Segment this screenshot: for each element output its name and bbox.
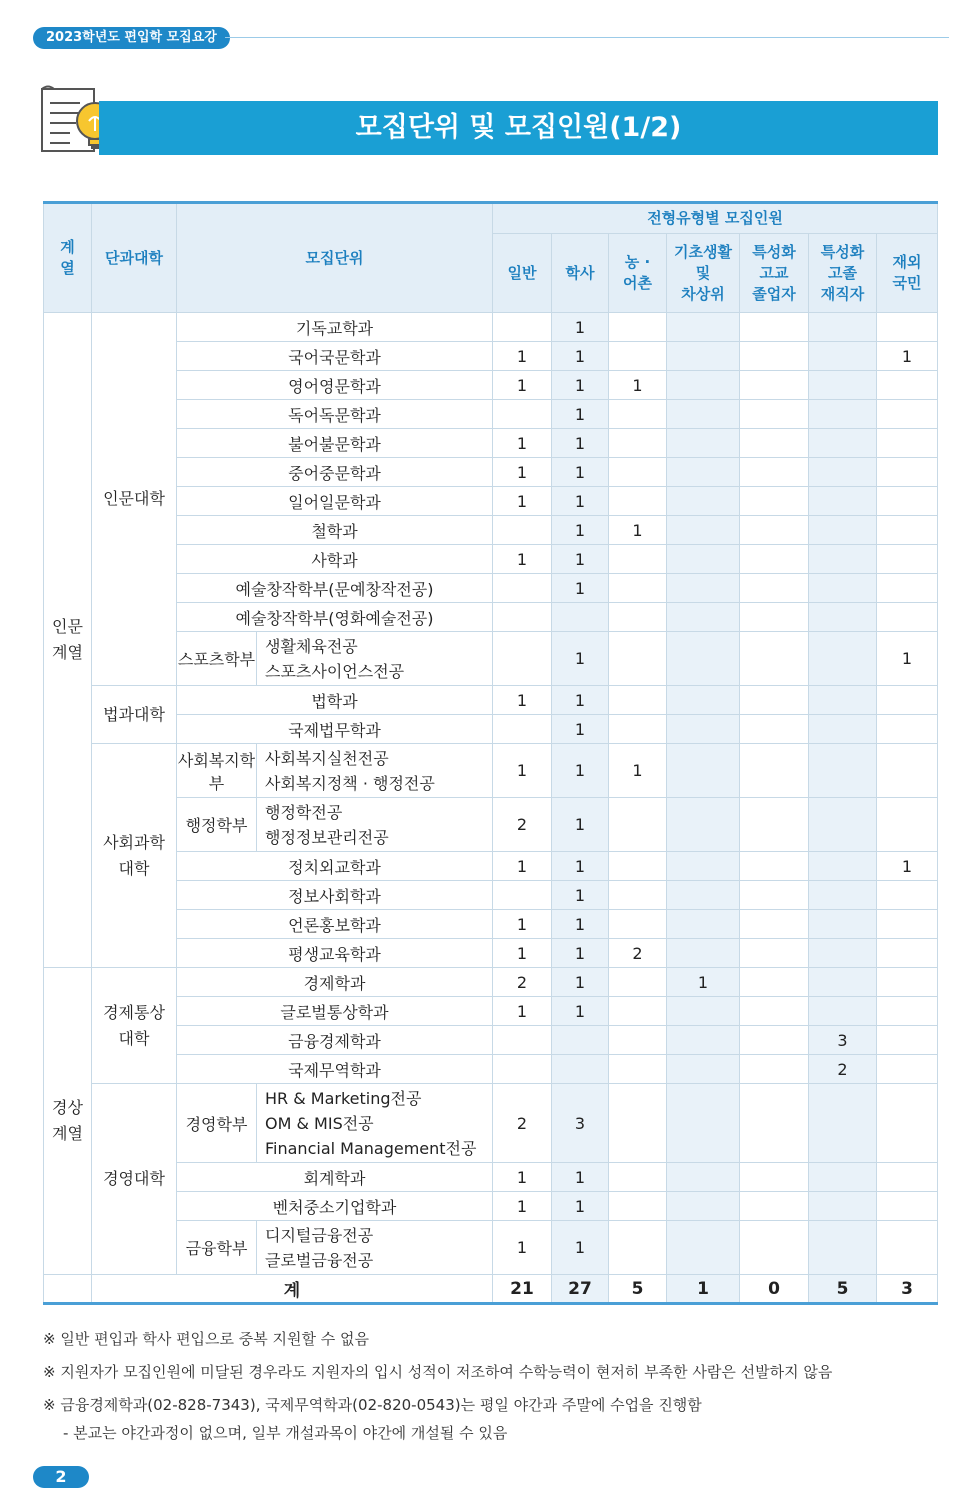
count-cell: [493, 881, 552, 910]
count-cell: [809, 1163, 877, 1192]
unit-cell: 경제학과: [177, 968, 493, 997]
unit-cell: 행정학전공 행정정보관리전공: [257, 798, 493, 852]
unit-cell: 평생교육학과: [177, 939, 493, 968]
count-cell: 1: [552, 313, 609, 342]
table-row: [44, 516, 938, 545]
count-cell: [609, 400, 667, 429]
count-cell: [809, 632, 877, 686]
count-cell: [609, 429, 667, 458]
unit-cell: 일어일문학과: [177, 487, 493, 516]
count-cell: [877, 574, 938, 603]
count-cell: [740, 429, 809, 458]
count-cell: [877, 1055, 938, 1084]
count-cell: 1: [493, 458, 552, 487]
count-cell: [740, 1026, 809, 1055]
count-cell: 1: [609, 371, 667, 400]
table-row: [44, 1026, 938, 1055]
count-cell: [667, 715, 740, 744]
count-cell: [740, 939, 809, 968]
table-row: [44, 400, 938, 429]
count-cell: 1: [552, 852, 609, 881]
count-cell: [740, 1221, 809, 1275]
count-cell: [877, 997, 938, 1026]
count-cell: [809, 968, 877, 997]
count-cell: 1: [552, 744, 609, 798]
count-cell: [740, 487, 809, 516]
count-cell: [493, 400, 552, 429]
count-cell: [667, 1055, 740, 1084]
count-cell: [809, 1221, 877, 1275]
count-cell: [493, 603, 552, 632]
count-cell: [493, 574, 552, 603]
count-cell: 1: [493, 744, 552, 798]
count-cell: [877, 715, 938, 744]
count-cell: [740, 910, 809, 939]
count-cell: [809, 686, 877, 715]
count-cell: [740, 603, 809, 632]
header-type: 학사: [552, 234, 609, 313]
count-cell: [740, 632, 809, 686]
count-cell: [740, 371, 809, 400]
count-cell: 1: [877, 852, 938, 881]
count-cell: [667, 852, 740, 881]
count-cell: [609, 910, 667, 939]
total-cell: 1: [667, 1275, 740, 1304]
unit-cell: 사회복지실천전공 사회복지정책 · 행정전공: [257, 744, 493, 798]
count-cell: [809, 545, 877, 574]
unit-cell: 독어독문학과: [177, 400, 493, 429]
unit-cell: HR & Marketing전공 OM & MIS전공 Financial Management전공: [257, 1084, 493, 1163]
count-cell: [493, 1055, 552, 1084]
total-cell: 0: [740, 1275, 809, 1304]
count-cell: [809, 910, 877, 939]
count-cell: [877, 910, 938, 939]
table-row: [44, 997, 938, 1026]
unit-cell: 예술창작학부(문예창작전공): [177, 574, 493, 603]
count-cell: 1: [493, 939, 552, 968]
unit-cell: 중어중문학과: [177, 458, 493, 487]
count-cell: [877, 603, 938, 632]
count-cell: [877, 1084, 938, 1163]
count-cell: [740, 313, 809, 342]
count-cell: [609, 1192, 667, 1221]
count-cell: 1: [493, 686, 552, 715]
count-cell: [667, 881, 740, 910]
table-row: [44, 371, 938, 400]
count-cell: [809, 574, 877, 603]
header-type: 일반: [493, 234, 552, 313]
count-cell: 1: [552, 545, 609, 574]
count-cell: [809, 744, 877, 798]
count-cell: [609, 1221, 667, 1275]
count-cell: [667, 516, 740, 545]
count-cell: [740, 852, 809, 881]
count-cell: [609, 1055, 667, 1084]
count-cell: [609, 487, 667, 516]
table-row: [44, 574, 938, 603]
table-row: [44, 313, 938, 342]
table-row: [44, 632, 938, 686]
count-cell: 1: [552, 1221, 609, 1275]
count-cell: [609, 1084, 667, 1163]
count-cell: [493, 516, 552, 545]
page-title: 모집단위 및 모집인원(1/2): [355, 112, 682, 143]
department-cell: 사회복지학부: [177, 744, 257, 798]
count-cell: 1: [552, 939, 609, 968]
table-row: [44, 429, 938, 458]
total-cell: 5: [809, 1275, 877, 1304]
table-row: [44, 487, 938, 516]
total-cell: 21: [493, 1275, 552, 1304]
table-row: [44, 1055, 938, 1084]
count-cell: [667, 371, 740, 400]
count-cell: [740, 458, 809, 487]
count-cell: [809, 997, 877, 1026]
count-cell: 1: [552, 715, 609, 744]
count-cell: 1: [552, 458, 609, 487]
count-cell: [609, 574, 667, 603]
count-cell: [877, 429, 938, 458]
unit-cell: 회계학과: [177, 1163, 493, 1192]
table-row: [44, 686, 938, 715]
count-cell: [667, 429, 740, 458]
note-item: - 본교는 야간과정이 없으며, 일부 개설과목이 야간에 개설될 수 있음: [63, 1424, 508, 1442]
count-cell: [877, 881, 938, 910]
department-cell: 행정학부: [177, 798, 257, 852]
count-cell: 1: [493, 429, 552, 458]
total-blank-cell: [44, 1275, 92, 1304]
unit-cell: 벤처중소기업학과: [177, 1192, 493, 1221]
count-cell: 1: [552, 632, 609, 686]
header-label: 2023학년도 편입학 모집요강: [33, 27, 230, 49]
count-cell: 1: [552, 1192, 609, 1221]
count-cell: [609, 632, 667, 686]
count-cell: [877, 686, 938, 715]
count-cell: [740, 545, 809, 574]
count-cell: 1: [493, 342, 552, 371]
unit-cell: 정보사회학과: [177, 881, 493, 910]
count-cell: 1: [552, 429, 609, 458]
count-cell: 1: [609, 516, 667, 545]
count-cell: [667, 487, 740, 516]
department-cell: 금융학부: [177, 1221, 257, 1275]
count-cell: [667, 342, 740, 371]
count-cell: [667, 997, 740, 1026]
table-row: [44, 910, 938, 939]
table-row: [44, 798, 938, 852]
count-cell: [609, 313, 667, 342]
table-row: [44, 458, 938, 487]
count-cell: 1: [552, 371, 609, 400]
count-cell: [609, 715, 667, 744]
count-cell: [493, 715, 552, 744]
page-number: 2: [33, 1466, 89, 1488]
note-item: ※ 금융경제학과(02-828-7343), 국제무역학과(02-820-0543)는 평일 야간과 주말에 수업을 진행함: [43, 1396, 702, 1414]
count-cell: [809, 313, 877, 342]
total-cell: 3: [877, 1275, 938, 1304]
count-cell: 1: [493, 487, 552, 516]
header-type: 기초생활 및 차상위: [667, 234, 740, 313]
count-cell: [667, 1084, 740, 1163]
count-cell: [552, 603, 609, 632]
count-cell: 1: [552, 881, 609, 910]
count-cell: 1: [877, 632, 938, 686]
count-cell: 1: [667, 968, 740, 997]
header-college: 단과대학: [92, 203, 177, 313]
count-cell: [740, 686, 809, 715]
count-cell: [809, 1084, 877, 1163]
count-cell: [877, 516, 938, 545]
count-cell: [667, 458, 740, 487]
count-cell: 2: [493, 968, 552, 997]
table-row: [44, 342, 938, 371]
count-cell: 1: [493, 1221, 552, 1275]
table-row: [44, 1221, 938, 1275]
table-row: [44, 939, 938, 968]
table-row: [44, 881, 938, 910]
unit-cell: 언론홍보학과: [177, 910, 493, 939]
count-cell: 1: [877, 342, 938, 371]
table-row: [44, 1192, 938, 1221]
count-cell: 2: [809, 1055, 877, 1084]
count-cell: 2: [493, 1084, 552, 1163]
count-cell: 1: [552, 574, 609, 603]
count-cell: [740, 574, 809, 603]
count-cell: [809, 487, 877, 516]
count-cell: [877, 1163, 938, 1192]
header-type: 특성화 고교 졸업자: [740, 234, 809, 313]
count-cell: [493, 1026, 552, 1055]
unit-cell: 디지털금융전공 글로벌금융전공: [257, 1221, 493, 1275]
count-cell: [609, 852, 667, 881]
count-cell: [809, 429, 877, 458]
count-cell: 1: [493, 852, 552, 881]
header-type: 농 · 어촌: [609, 234, 667, 313]
count-cell: [667, 545, 740, 574]
department-cell: 경영학부: [177, 1084, 257, 1163]
count-cell: [877, 744, 938, 798]
count-cell: [609, 342, 667, 371]
college-cell: 인문대학: [92, 313, 177, 686]
note-item: ※ 지원자가 모집인원에 미달된 경우라도 지원자의 입시 성적이 저조하여 수학능력이 현저히 부족한 사람은 선발하지 않음: [43, 1363, 833, 1381]
header-group: 계 열: [44, 203, 92, 313]
table-row: [44, 1163, 938, 1192]
count-cell: [552, 1026, 609, 1055]
header-types-title: 전형유형별 모집인원: [493, 203, 938, 234]
count-cell: [667, 400, 740, 429]
count-cell: [809, 603, 877, 632]
count-cell: [809, 400, 877, 429]
count-cell: [609, 686, 667, 715]
unit-cell: 정치외교학과: [177, 852, 493, 881]
count-cell: [740, 1163, 809, 1192]
table-row: [44, 545, 938, 574]
table-row: [44, 603, 938, 632]
count-cell: [877, 371, 938, 400]
count-cell: [667, 939, 740, 968]
count-cell: 3: [809, 1026, 877, 1055]
group-cell: 경상 계열: [44, 968, 92, 1275]
count-cell: [877, 968, 938, 997]
count-cell: [667, 744, 740, 798]
unit-cell: 금융경제학과: [177, 1026, 493, 1055]
count-cell: 1: [493, 1163, 552, 1192]
count-cell: 2: [609, 939, 667, 968]
count-cell: [740, 744, 809, 798]
count-cell: 1: [552, 516, 609, 545]
count-cell: [877, 545, 938, 574]
total-cell: 5: [609, 1275, 667, 1304]
count-cell: [809, 852, 877, 881]
count-cell: [552, 1055, 609, 1084]
count-cell: [877, 1026, 938, 1055]
college-cell: 사회과학 대학: [92, 744, 177, 968]
count-cell: 1: [493, 1192, 552, 1221]
count-cell: [609, 997, 667, 1026]
count-cell: [667, 603, 740, 632]
count-cell: 1: [493, 997, 552, 1026]
unit-cell: 기독교학과: [177, 313, 493, 342]
count-cell: 1: [552, 997, 609, 1026]
count-cell: [667, 798, 740, 852]
table-row: [44, 968, 938, 997]
unit-cell: 철학과: [177, 516, 493, 545]
count-cell: [809, 342, 877, 371]
count-cell: [877, 400, 938, 429]
count-cell: [877, 939, 938, 968]
unit-cell: 국어국문학과: [177, 342, 493, 371]
college-cell: 법과대학: [92, 686, 177, 744]
count-cell: [877, 798, 938, 852]
count-cell: [609, 1026, 667, 1055]
count-cell: 1: [552, 686, 609, 715]
count-cell: [877, 313, 938, 342]
count-cell: 1: [493, 545, 552, 574]
unit-cell: 영어영문학과: [177, 371, 493, 400]
count-cell: [667, 1026, 740, 1055]
count-cell: 1: [552, 798, 609, 852]
count-cell: [877, 1221, 938, 1275]
count-cell: [609, 798, 667, 852]
count-cell: 2: [493, 798, 552, 852]
count-cell: [667, 1192, 740, 1221]
unit-cell: 예술창작학부(영화예술전공): [177, 603, 493, 632]
count-cell: 1: [552, 968, 609, 997]
unit-cell: 국제법무학과: [177, 715, 493, 744]
count-cell: [740, 342, 809, 371]
unit-cell: 생활체육전공 스포츠사이언스전공: [257, 632, 493, 686]
count-cell: [809, 371, 877, 400]
count-cell: [609, 545, 667, 574]
count-cell: [809, 881, 877, 910]
table-row: [44, 715, 938, 744]
count-cell: [667, 632, 740, 686]
unit-cell: 글로벌통상학과: [177, 997, 493, 1026]
count-cell: [740, 968, 809, 997]
count-cell: 1: [552, 342, 609, 371]
table-row: [44, 852, 938, 881]
count-cell: [667, 313, 740, 342]
count-cell: [809, 798, 877, 852]
count-cell: [667, 1163, 740, 1192]
unit-cell: 법학과: [177, 686, 493, 715]
count-cell: [493, 313, 552, 342]
count-cell: [609, 881, 667, 910]
count-cell: [740, 516, 809, 545]
college-cell: 경영대학: [92, 1084, 177, 1275]
count-cell: [740, 881, 809, 910]
unit-cell: 국제무역학과: [177, 1055, 493, 1084]
count-cell: [809, 1192, 877, 1221]
department-cell: 스포츠학부: [177, 632, 257, 686]
header-unit: 모집단위: [177, 203, 493, 313]
count-cell: [740, 1192, 809, 1221]
count-cell: [740, 715, 809, 744]
count-cell: 1: [609, 744, 667, 798]
count-cell: [809, 458, 877, 487]
count-cell: [740, 400, 809, 429]
count-cell: [809, 715, 877, 744]
count-cell: [667, 1221, 740, 1275]
count-cell: 1: [552, 487, 609, 516]
unit-cell: 사학과: [177, 545, 493, 574]
count-cell: 1: [493, 371, 552, 400]
table-row: [44, 744, 938, 798]
count-cell: [667, 910, 740, 939]
header-type: 특성화 고졸 재직자: [809, 234, 877, 313]
count-cell: [877, 487, 938, 516]
total-label: 계: [92, 1275, 493, 1304]
count-cell: [609, 968, 667, 997]
recruitment-table: [43, 201, 938, 1305]
table-row: [44, 1084, 938, 1163]
count-cell: [609, 458, 667, 487]
college-cell: 경제통상 대학: [92, 968, 177, 1084]
unit-cell: 불어불문학과: [177, 429, 493, 458]
count-cell: 1: [493, 910, 552, 939]
count-cell: [609, 603, 667, 632]
count-cell: [740, 1055, 809, 1084]
count-cell: [667, 686, 740, 715]
count-cell: [809, 516, 877, 545]
header-type: 재외 국민: [877, 234, 938, 313]
count-cell: [740, 798, 809, 852]
count-cell: 3: [552, 1084, 609, 1163]
count-cell: 1: [552, 400, 609, 429]
count-cell: [667, 574, 740, 603]
total-cell: 27: [552, 1275, 609, 1304]
count-cell: [493, 632, 552, 686]
group-cell: 인문 계열: [44, 313, 92, 968]
count-cell: [740, 997, 809, 1026]
count-cell: [809, 939, 877, 968]
count-cell: [609, 1163, 667, 1192]
count-cell: [877, 458, 938, 487]
total-row: [44, 1275, 938, 1304]
count-cell: 1: [552, 910, 609, 939]
count-cell: [740, 1084, 809, 1163]
header-divider: [225, 37, 949, 38]
count-cell: 1: [552, 1163, 609, 1192]
count-cell: [877, 1192, 938, 1221]
note-item: ※ 일반 편입과 학사 편입으로 중복 지원할 수 없음: [43, 1330, 370, 1348]
